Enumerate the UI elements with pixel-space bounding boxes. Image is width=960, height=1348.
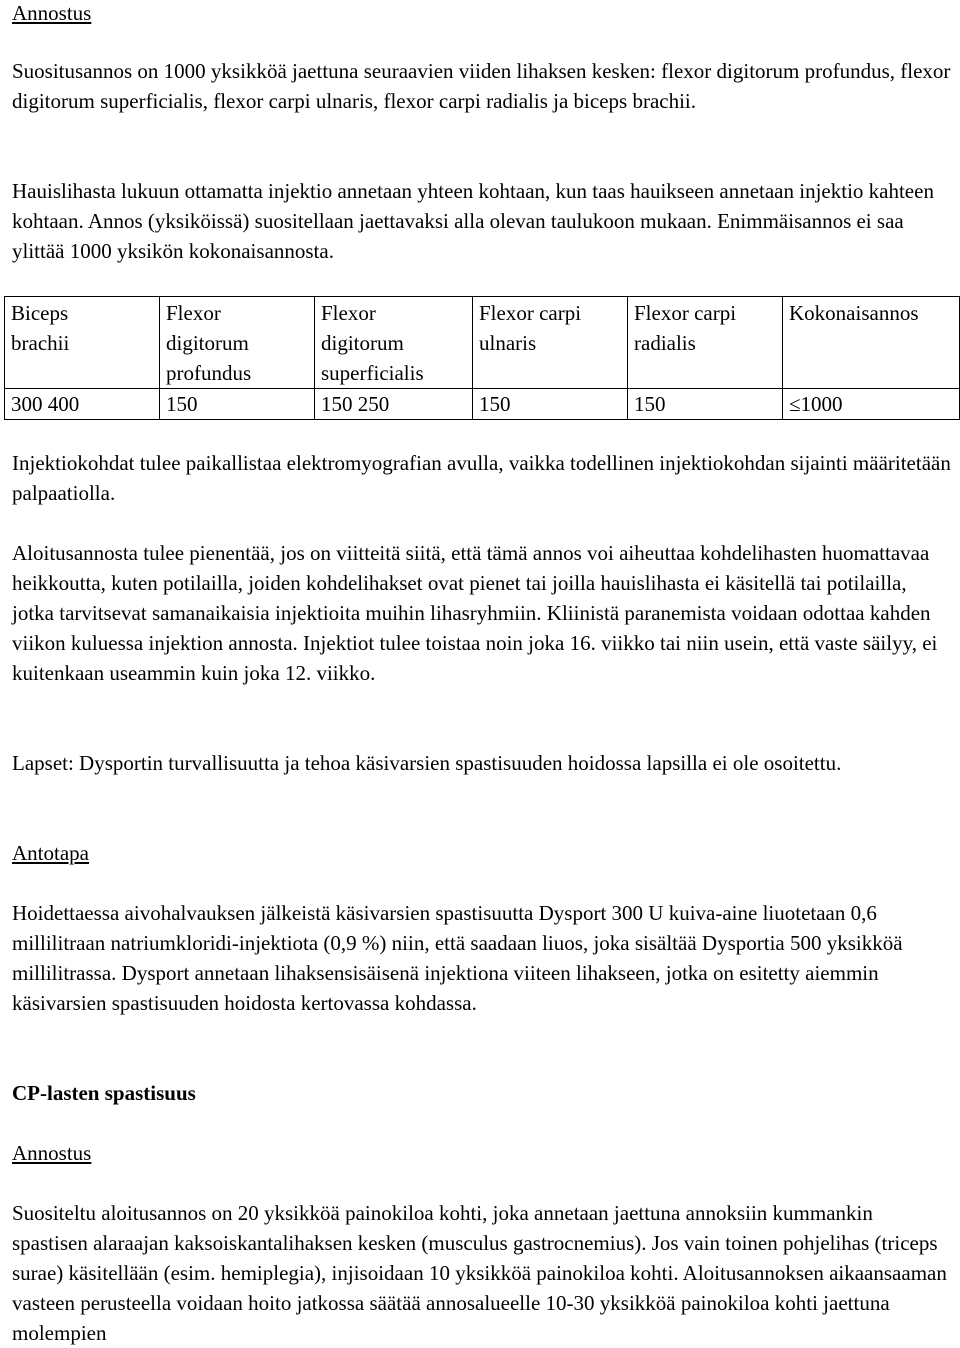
header-text: digitorum xyxy=(321,331,404,355)
header-text: superficialis xyxy=(321,361,424,385)
paragraph-children: Lapset: Dysportin turvallisuutta ja tehoa käsivarsien spastisuuden hoidossa lapsilla ei ole osoitettu. xyxy=(12,751,842,775)
header-text: digitorum xyxy=(166,331,249,355)
header-text: brachii xyxy=(11,331,70,355)
header-flexor-carpi-radialis xyxy=(628,297,783,389)
header-biceps-brachii xyxy=(5,297,160,389)
section-heading-annostus: Annostus xyxy=(12,1,92,25)
paragraph-administration: Hoidettaessa aivohalvauksen jälkeistä käsivarsien spastisuutta Dysport 300 U kuiva-aine liuotetaan 0,6 millilitraan natriumkloridi-injektiota (0,9 %) niin, että saadaan liuos, joka sisältää Dysportia 500 yksikköä millilitrassa. Dysport annetaan lihaksensisäisenä injektiona viiteen lihakseen, jotka on esitetty aiemmin käsivarsien spastisuuden hoidosta kertovassa kohdassa. xyxy=(12,901,903,1015)
paragraph-emg-localization: Injektiokohdat tulee paikallistaa elektromyografian avulla, vaikka todellinen injektiokohdan sijainti määritetään palpaatiolla. xyxy=(12,451,951,505)
dose-table-row xyxy=(5,389,960,420)
dose-table-header-row xyxy=(5,297,960,389)
header-text: Flexor xyxy=(321,301,376,325)
paragraph-cp-dose: Suositeltu aloitusannos on 20 yksikköä painokiloa kohti, joka annetaan jaettuna annoksiin kummankin spastisen alaraajan kaksoiskantalihaksen kesken (musculus gastrocnemius). Jos vain toinen pohjelihas (triceps surae) käsitellään (esim. hemiplegia), injisoidaan 10 yksikköä painokiloa kohti. Aloitusannoksen aikaansaaman vasteen perusteella voidaan hoito jatkossa säätää annosalueelle 10-30 yksikköä painokiloa kohti jaettuna molempien xyxy=(12,1201,947,1345)
header-text: Flexor xyxy=(166,301,221,325)
section-title-cp-spasticity: CP-lasten spastisuus xyxy=(12,1081,196,1105)
header-text: radialis xyxy=(634,331,696,355)
paragraph-injection-sites: Hauislihasta lukuun ottamatta injektio annetaan yhteen kohtaan, kun taas hauikseen annetaan injektio kahteen kohtaan. Annos (yksiköissä) suositellaan jaettavaksi alla olevan taulukoon mukaan. Enimmäisannos ei saa ylittää 1000 yksikön kokonaisannosta. xyxy=(12,179,934,263)
header-text: Flexor carpi xyxy=(634,301,737,325)
header-kokonaisannos xyxy=(783,297,960,389)
header-text: Kokonaisannos xyxy=(789,301,919,325)
header-text: Flexor carpi xyxy=(479,301,582,325)
cell-ulnaris-dose: 150 xyxy=(473,389,628,420)
less-equal-symbol xyxy=(789,389,801,419)
header-text: profundus xyxy=(166,361,252,385)
cell-biceps-dose: 300 400 xyxy=(5,389,160,420)
header-flexor-digitorum-profundus xyxy=(160,297,315,389)
header-text: Biceps xyxy=(11,301,69,325)
cell-total-dose xyxy=(783,389,960,420)
header-flexor-carpi-ulnaris xyxy=(473,297,628,389)
section-heading-antotapa: Antotapa xyxy=(12,841,89,865)
section-heading-annostus-2: Annostus xyxy=(12,1141,92,1165)
cell-profundus-dose: 150 xyxy=(160,389,315,420)
header-text: ulnaris xyxy=(479,331,537,355)
paragraph-recommended-dose: Suositusannos on 1000 yksikköä jaettuna seuraavien viiden lihaksen kesken: flexor digitorum profundus, flexor digitorum superficialis, flexor carpi ulnaris, flexor carpi radialis ja biceps brachii. xyxy=(12,59,951,113)
cell-radialis-dose: 150 xyxy=(628,389,783,420)
total-dose-value: 1000 xyxy=(800,392,843,416)
header-flexor-digitorum-superficialis xyxy=(315,297,473,389)
paragraph-dose-reduction: Aloitusannosta tulee pienentää, jos on viitteitä siitä, että tämä annos voi aiheuttaa kohdelihasten huomattavaa heikkoutta, kuten potilailla, joiden kohdelihakset ovat pienet tai joilla hauislihasta ei käsitellä tai potilailla, jotka tarvitsevat samanaikaisia injektioita muihin lihasryhmiin. Kliinistä paranemista voidaan odottaa kahden viikon kuluessa injektion annosta. Injektiot tulee toistaa noin joka 16. viikko tai niin usein, että vaste säilyy, ei kuitenkaan useammin kuin joka 12. viikko. xyxy=(12,541,938,685)
cell-superficialis-dose: 150 250 xyxy=(315,389,473,420)
dose-table xyxy=(4,296,960,420)
